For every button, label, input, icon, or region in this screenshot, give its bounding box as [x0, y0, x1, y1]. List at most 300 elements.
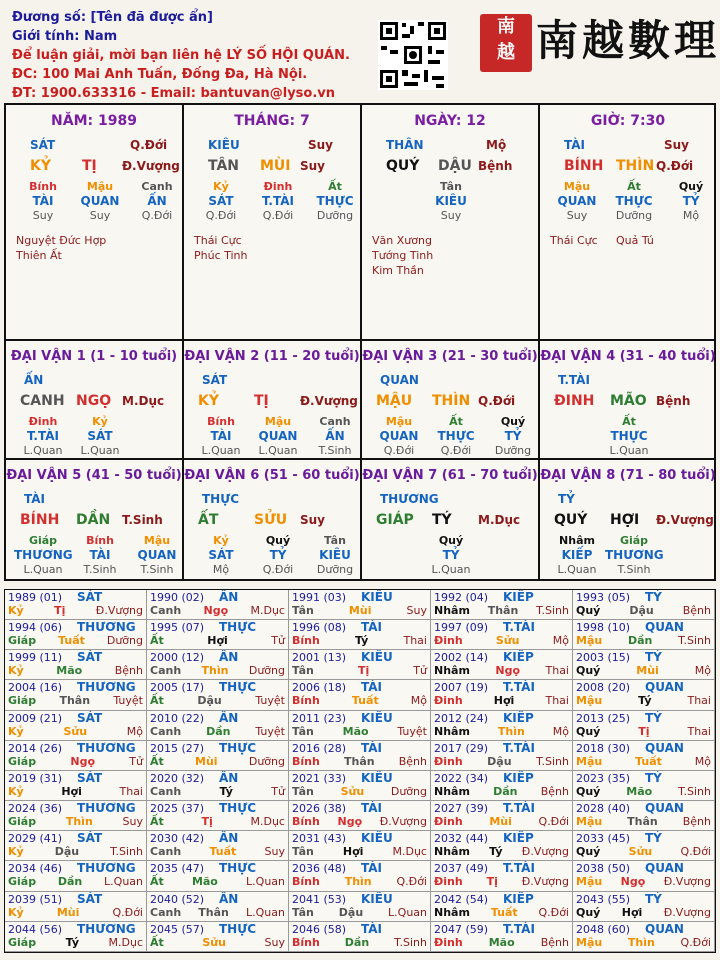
pillar-state: Suy — [300, 159, 326, 173]
hidden-god: TỶ — [682, 194, 700, 208]
year-can: Ất — [150, 815, 164, 829]
year-pillar — [8, 725, 143, 738]
year-chi: Tị — [201, 815, 213, 829]
hidden-state: Q.Đới — [262, 209, 294, 222]
hidden-can: Mậu — [143, 534, 171, 547]
dai-van-chi: TỊ — [254, 393, 269, 409]
year-chi: Dậu — [54, 845, 80, 859]
year-pillar — [150, 755, 285, 768]
hidden-can: Mậu — [264, 415, 292, 428]
year-label: 2030 (42) — [150, 832, 205, 846]
pillar-cell — [540, 105, 716, 341]
pillar-title: THÁNG: 7 — [234, 113, 310, 129]
shen-sha-star: Tướng Tinh — [372, 249, 434, 262]
year-god: THƯƠNG — [77, 620, 136, 635]
year-cell — [573, 892, 715, 922]
year-cell — [573, 922, 715, 952]
shen-sha-star: Thái Cực — [194, 234, 242, 247]
year-chi: Sửu — [628, 845, 653, 859]
year-label: 2043 (55) — [576, 892, 631, 906]
year-state: Q.Đới — [538, 815, 569, 829]
year-can: Tân — [292, 604, 314, 617]
year-chi: Mùi — [489, 815, 512, 829]
year-state: M.Dục — [392, 845, 427, 859]
pillar-relation: Q.Đới — [130, 138, 168, 152]
year-state: T.Sinh — [394, 935, 427, 949]
year-cell — [147, 861, 289, 891]
year-state: Mộ — [552, 634, 569, 648]
dai-van-chi: HỢI — [610, 512, 640, 528]
hidden-state: Suy — [89, 209, 111, 222]
shen-sha-star: Phúc Tinh — [194, 249, 248, 262]
hidden-god: TỶ — [504, 429, 522, 443]
year-label: 2018 (30) — [576, 741, 631, 755]
year-state: Thai — [403, 634, 427, 648]
year-chi: Thân — [59, 694, 91, 708]
pillar-relation: Suy — [308, 138, 334, 152]
year-label: 1998 (10) — [576, 621, 631, 635]
year-cell — [289, 741, 431, 771]
pillar-state: Bệnh — [478, 159, 513, 173]
dai-van-can: KỶ — [198, 393, 219, 409]
year-god: TỶ — [645, 590, 662, 604]
year-cell — [289, 680, 431, 710]
year-god: TÀI — [361, 921, 383, 936]
year-state: Tử — [271, 634, 285, 648]
year-state: Thai — [687, 724, 711, 738]
year-state: Dưỡng — [106, 634, 143, 648]
year-state: Đ.Vượng — [95, 604, 143, 617]
year-cell — [5, 620, 147, 650]
year-state: Đ.Vượng — [663, 905, 711, 919]
pillar-god: KIÊU — [208, 138, 240, 152]
address: ĐC: 100 Mai Anh Tuấn, Đống Đa, Hà Nội. — [12, 67, 308, 82]
dai-van-can: MẬU — [376, 393, 413, 409]
dai-van-title: ĐẠI VẬN 7 (61 - 70 tuổi) — [362, 468, 538, 483]
dai-van-cell — [362, 341, 540, 460]
year-god: SÁT — [77, 650, 103, 665]
year-state: Tử — [129, 754, 143, 768]
year-cell — [573, 771, 715, 801]
year-pillar — [292, 694, 427, 707]
yearly-luck-table — [4, 589, 716, 953]
shen-sha-star: Thái Cực — [550, 234, 598, 247]
dai-van-god: TỶ — [558, 492, 575, 506]
year-cell — [5, 680, 147, 710]
year-god: THƯƠNG — [77, 740, 136, 755]
dai-van-chi: NGỌ — [76, 393, 112, 409]
year-pillar — [292, 815, 427, 828]
gender: Giới tính: Nam — [12, 29, 118, 44]
year-can: Kỷ — [8, 724, 24, 738]
hidden-state: T.Sinh — [83, 563, 117, 576]
year-chi: Tị — [54, 604, 66, 617]
year-cell — [147, 801, 289, 831]
year-god: KIẾP — [503, 590, 534, 604]
year-chi: Dậu — [197, 694, 222, 708]
dai-van-chi: SỬU — [254, 512, 288, 528]
year-can: Đinh — [434, 875, 463, 889]
year-can: Giáp — [8, 694, 37, 708]
four-pillars-panel — [4, 103, 716, 581]
dai-van-chi: THÌN — [432, 393, 471, 409]
pillar-title: NGÀY: 12 — [414, 113, 486, 129]
hidden-can: Quý — [438, 534, 464, 547]
pillar-chi: TỊ — [82, 158, 97, 174]
hidden-state: L.Quan — [23, 444, 63, 457]
year-can: Kỷ — [8, 845, 24, 859]
dai-van-god: T.TÀI — [558, 373, 590, 387]
year-god: QUAN — [645, 921, 684, 936]
year-label: 2032 (44) — [434, 832, 489, 846]
year-pillar — [576, 634, 711, 647]
hidden-god: KIÊU — [319, 548, 351, 562]
year-god: QUAN — [645, 740, 684, 755]
year-god: THỰC — [219, 620, 257, 635]
year-can: Mậu — [576, 754, 603, 768]
year-state: T.Sinh — [536, 604, 569, 617]
year-label: 2023 (35) — [576, 771, 631, 785]
year-pillar — [576, 875, 711, 888]
year-can: Quý — [576, 664, 601, 678]
year-state: Mộ — [694, 754, 711, 768]
dai-van-cell — [6, 341, 184, 460]
year-pillar — [576, 906, 711, 919]
dai-van-state: Đ.Vượng — [656, 513, 714, 527]
year-pillar — [8, 785, 143, 798]
year-pillar — [150, 815, 285, 828]
year-chi: Sửu — [63, 724, 88, 738]
pillar-can: KỶ — [30, 158, 51, 174]
dai-van-cell — [540, 341, 716, 460]
hidden-god: ẤN — [325, 429, 345, 443]
year-label: 2000 (12) — [150, 651, 205, 665]
year-cell — [5, 831, 147, 861]
year-god: KIẾP — [503, 770, 534, 785]
year-chi: Dần — [206, 724, 231, 738]
hidden-god: THƯƠNG — [14, 548, 73, 562]
hidden-god: SÁT — [208, 194, 234, 208]
year-god: ẤN — [219, 650, 239, 665]
hidden-god: THƯƠNG — [605, 548, 664, 562]
year-pillar — [434, 725, 569, 738]
year-pillar — [8, 755, 143, 768]
hidden-god: QUAN — [258, 429, 298, 443]
hidden-god: THỰC — [615, 194, 653, 208]
qr-code-icon — [378, 20, 448, 90]
year-can: Ất — [150, 694, 164, 708]
dai-van-state: T.Sinh — [122, 513, 163, 527]
year-can: Quý — [576, 905, 601, 919]
year-label: 2034 (46) — [8, 862, 63, 876]
dai-van-state: Đ.Vượng — [300, 394, 358, 408]
pillar-chi: DẬU — [438, 158, 472, 174]
dai-van-god: SÁT — [202, 373, 228, 387]
year-pillar — [292, 875, 427, 888]
year-cell — [289, 922, 431, 952]
year-pillar — [150, 875, 285, 888]
year-state: Mộ — [126, 724, 143, 738]
hidden-god: THỰC — [316, 194, 354, 208]
year-pillar — [434, 634, 569, 647]
year-can: Quý — [576, 845, 601, 859]
dai-van-chi: DẦN — [76, 512, 111, 528]
dai-van-state: Bệnh — [656, 394, 691, 408]
year-state: Đ.Vượng — [379, 815, 427, 829]
year-state: Tuyệt — [113, 694, 143, 708]
year-chi: Thìn — [65, 815, 93, 829]
year-pillar — [150, 694, 285, 707]
year-chi: Thân — [198, 905, 229, 919]
year-chi: Thìn — [497, 724, 525, 738]
year-cell — [431, 831, 573, 861]
year-can: Tân — [292, 664, 314, 678]
year-can: Ất — [150, 875, 164, 889]
year-pillar — [8, 634, 143, 647]
hidden-god: ẤN — [147, 194, 167, 208]
hidden-can: Quý — [500, 415, 526, 428]
year-pillar — [292, 664, 427, 677]
year-cell — [431, 650, 573, 680]
year-label: 1992 (04) — [434, 591, 489, 604]
pillar-can: QUÝ — [386, 158, 420, 174]
year-god: T.TÀI — [503, 861, 535, 876]
year-cell — [573, 680, 715, 710]
year-pillar — [150, 785, 285, 798]
year-can: Nhâm — [434, 784, 470, 798]
year-state: Q.Đới — [396, 875, 427, 889]
hidden-god: TỶ — [269, 548, 287, 562]
year-god: SÁT — [77, 590, 103, 604]
year-chi: Ngọ — [620, 875, 646, 889]
hidden-can: Giáp — [619, 534, 649, 547]
year-god: THƯƠNG — [77, 680, 136, 695]
year-cell — [573, 831, 715, 861]
year-cell — [147, 892, 289, 922]
year-label: 2025 (37) — [150, 802, 205, 816]
dai-van-cell — [184, 341, 362, 460]
year-pillar — [434, 664, 569, 677]
year-chi: Ngọ — [70, 754, 96, 768]
year-god: ẤN — [219, 831, 239, 846]
hidden-god: QUAN — [379, 429, 419, 443]
hidden-state: Dưỡng — [316, 563, 354, 576]
year-cell — [289, 650, 431, 680]
year-pillar — [292, 845, 427, 858]
year-chi: Mão — [56, 664, 83, 678]
year-chi: Thìn — [344, 875, 372, 889]
year-cell — [573, 861, 715, 891]
year-chi: Ngọ — [495, 664, 521, 678]
hidden-can: Kỷ — [92, 415, 108, 428]
year-label: 1999 (11) — [8, 651, 63, 665]
year-pillar — [576, 755, 711, 768]
dai-van-title: ĐẠI VẬN 8 (71 - 80 tuổi) — [540, 468, 716, 483]
year-god: TÀI — [361, 861, 383, 876]
year-pillar — [576, 785, 711, 798]
year-chi: Hợi — [207, 634, 228, 648]
year-can: Bính — [292, 694, 320, 708]
year-label: 2042 (54) — [434, 892, 489, 906]
hidden-can: Quý — [678, 180, 704, 193]
year-god: ẤN — [219, 891, 239, 906]
year-chi: Dần — [627, 634, 653, 648]
year-cell — [289, 831, 431, 861]
year-state: Tử — [413, 664, 427, 678]
year-pillar — [150, 634, 285, 647]
year-label: 2017 (29) — [434, 741, 489, 755]
hidden-state: Suy — [566, 209, 588, 222]
dai-van-chi: TÝ — [432, 512, 452, 528]
dai-van-can: GIÁP — [376, 512, 414, 528]
year-state: M.Dục — [250, 815, 285, 829]
year-god: THỰC — [219, 740, 257, 755]
year-chi: Mão — [342, 724, 369, 738]
year-pillar — [434, 936, 569, 949]
year-label: 2029 (41) — [8, 832, 63, 846]
shen-sha-star: Quả Tú — [616, 234, 654, 247]
year-can: Nhâm — [434, 905, 470, 919]
dai-van-cell — [540, 460, 716, 579]
shen-sha-star: Nguyệt Đức Hợp — [16, 234, 107, 247]
year-can: Bính — [292, 935, 320, 949]
year-label: 1990 (02) — [150, 591, 205, 604]
year-state: Suy — [406, 604, 427, 617]
year-pillar — [8, 845, 143, 858]
hidden-state: Suy — [440, 209, 462, 222]
year-label: 1991 (03) — [292, 591, 347, 604]
year-pillar — [8, 906, 143, 919]
hidden-god: SÁT — [208, 548, 234, 562]
year-chi: Tý — [638, 694, 652, 708]
year-state: Bệnh — [682, 604, 711, 617]
hidden-can: Mậu — [385, 415, 413, 428]
year-can: Kỷ — [8, 664, 24, 678]
year-chi: Tị — [486, 875, 498, 889]
year-pillar — [434, 906, 569, 919]
year-state: Tuyệt — [255, 724, 285, 738]
dai-van-cell — [362, 460, 540, 579]
year-cell — [573, 620, 715, 650]
hidden-can: Bính — [207, 415, 235, 428]
year-god: KIÊU — [361, 710, 393, 725]
year-god: KIÊU — [361, 891, 393, 906]
year-label: 2020 (32) — [150, 771, 205, 785]
year-cell — [573, 590, 715, 620]
year-can: Canh — [150, 724, 182, 738]
year-state: Dưỡng — [390, 784, 427, 798]
year-god: TỶ — [645, 650, 662, 665]
hidden-can: Mậu — [563, 180, 591, 193]
year-can: Mậu — [576, 634, 603, 648]
dai-van-title: ĐẠI VẬN 6 (51 - 60 tuổi) — [184, 468, 360, 483]
year-can: Nhâm — [434, 724, 470, 738]
year-chi: Hợi — [493, 694, 515, 708]
year-state: Tuyệt — [255, 694, 285, 708]
pillar-god: SÁT — [30, 138, 56, 152]
hidden-god: KIẾP — [561, 548, 593, 562]
hidden-state: L.Quan — [258, 444, 298, 457]
year-god: T.TÀI — [503, 740, 535, 755]
year-state: L.Quan — [246, 905, 285, 919]
year-god: THỰC — [219, 801, 257, 816]
year-god: THƯƠNG — [77, 921, 136, 936]
year-label: 2036 (48) — [292, 862, 347, 876]
year-god: TỶ — [645, 831, 662, 846]
hidden-god: THỰC — [610, 429, 648, 443]
year-label: 2024 (36) — [8, 802, 63, 816]
pillar-cell — [6, 105, 184, 341]
year-chi: Dần — [57, 875, 83, 889]
dai-van-can: ẤT — [198, 512, 219, 528]
year-can: Giáp — [8, 875, 37, 889]
year-god: SÁT — [77, 770, 103, 785]
hidden-god: T.TÀI — [27, 429, 59, 443]
hidden-can: Ất — [622, 415, 636, 428]
year-state: Dưỡng — [248, 754, 285, 768]
year-pillar — [292, 604, 427, 617]
year-pillar — [150, 906, 285, 919]
year-chi: Tị — [638, 724, 650, 738]
year-cell — [431, 922, 573, 952]
year-god: TÀI — [361, 620, 383, 635]
year-cell — [147, 922, 289, 952]
hidden-state: Mộ — [212, 563, 230, 576]
year-cell — [573, 711, 715, 741]
phone-email: ĐT: 1900.633316 - Email: bantuvan@lyso.vn — [12, 86, 336, 101]
year-pillar — [292, 785, 427, 798]
dai-van-title: ĐẠI VẬN 5 (41 - 50 tuổi) — [6, 468, 182, 483]
year-state: Tuyệt — [397, 724, 427, 738]
year-can: Đinh — [434, 815, 463, 829]
year-chi: Thân — [627, 815, 658, 829]
year-pillar — [434, 785, 569, 798]
year-god: T.TÀI — [503, 680, 535, 695]
hidden-state: L.Quan — [201, 444, 241, 457]
dai-van-state: Q.Đới — [478, 394, 516, 408]
year-label: 1994 (06) — [8, 621, 63, 635]
pillar-chi: THÌN — [616, 158, 655, 174]
year-can: Ất — [150, 754, 164, 768]
year-state: L.Quan — [104, 875, 143, 889]
year-pillar — [8, 694, 143, 707]
hidden-can: Nhâm — [559, 534, 595, 547]
dai-van-can: BÍNH — [20, 512, 60, 528]
year-chi: Dần — [493, 784, 518, 798]
shen-sha-star: Thiên Ất — [16, 249, 62, 262]
year-state: Mộ — [694, 664, 711, 678]
year-chi: Ngọ — [203, 604, 229, 617]
year-god: THỰC — [219, 861, 257, 876]
year-god: THỰC — [219, 921, 257, 936]
hidden-state: Q.Đới — [262, 563, 294, 576]
year-god: TỶ — [645, 770, 662, 785]
year-chi: Thìn — [627, 935, 655, 949]
pillar-relation: Suy — [664, 138, 690, 152]
year-label: 1993 (05) — [576, 591, 631, 604]
hidden-can: Tân — [440, 180, 462, 193]
hidden-can: Giáp — [28, 534, 58, 547]
year-chi: Mùi — [636, 664, 659, 678]
dai-van-title: ĐẠI VẬN 1 (1 - 10 tuổi) — [10, 349, 178, 364]
year-cell — [5, 922, 147, 952]
year-state: Đ.Vượng — [663, 875, 711, 889]
year-can: Giáp — [8, 754, 37, 768]
year-label: 2002 (14) — [434, 651, 489, 665]
dai-van-god: THƯƠNG — [380, 492, 439, 506]
dai-van-god: ẤN — [24, 373, 44, 387]
year-state: Q.Đới — [112, 905, 143, 919]
